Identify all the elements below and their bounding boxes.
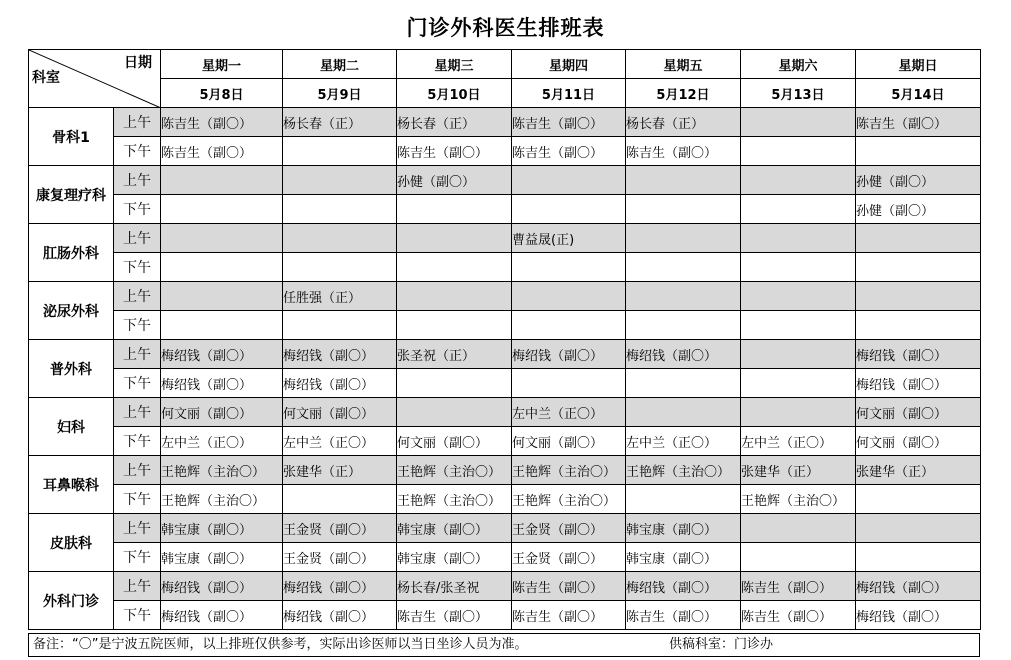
schedule-cell: 孙健（副〇） [856, 166, 981, 195]
schedule-row-pm [29, 485, 981, 514]
schedule-row-am [29, 224, 981, 253]
footer-source: 供稿科室：门诊办 [669, 637, 774, 652]
schedule-cell: 韩宝康（副〇） [626, 543, 741, 572]
schedule-cell: 王艳辉（主治〇） [161, 485, 283, 514]
schedule-cell [741, 340, 856, 369]
schedule-cell: 王金贤（副〇） [512, 514, 626, 543]
schedule-cell [512, 369, 626, 398]
schedule-row-pm [29, 253, 981, 282]
department-name: 康复理疗科 [29, 166, 114, 224]
schedule-cell: 陈吉生（副〇） [626, 601, 741, 630]
schedule-cell [512, 166, 626, 195]
date-header: 5月14日 [856, 79, 981, 108]
schedule-cell: 杨长春/张圣祝 [397, 572, 512, 601]
corner-date-label: 日期 [124, 55, 152, 71]
schedule-cell [283, 224, 397, 253]
schedule-cell: 梅绍钱（副〇） [856, 340, 981, 369]
schedule-cell [397, 398, 512, 427]
schedule-cell: 梅绍钱（副〇） [283, 601, 397, 630]
afternoon-label: 下午 [114, 601, 161, 630]
schedule-cell [397, 253, 512, 282]
schedule-row-am [29, 340, 981, 369]
afternoon-label: 下午 [114, 311, 161, 340]
department-name: 妇科 [29, 398, 114, 456]
schedule-cell: 梅绍钱（副〇） [283, 340, 397, 369]
schedule-cell: 孙健（副〇） [397, 166, 512, 195]
schedule-cell [741, 543, 856, 572]
schedule-cell [856, 137, 981, 166]
schedule-cell: 韩宝康（副〇） [161, 514, 283, 543]
schedule-cell: 陈吉生（副〇） [512, 137, 626, 166]
schedule-cell: 杨长春（正） [397, 108, 512, 137]
schedule-cell [626, 311, 741, 340]
schedule-cell: 杨长春（正） [283, 108, 397, 137]
schedule-row-am [29, 572, 981, 601]
schedule-cell: 梅绍钱（副〇） [512, 340, 626, 369]
schedule-cell [283, 137, 397, 166]
schedule-cell: 张建华（正） [856, 456, 981, 485]
schedule-row-am [29, 398, 981, 427]
afternoon-label: 下午 [114, 427, 161, 456]
day-header: 星期四 [512, 50, 626, 79]
schedule-cell [283, 195, 397, 224]
header-row-dates [29, 79, 981, 108]
morning-label: 上午 [114, 282, 161, 311]
schedule-cell: 王金贤（副〇） [283, 514, 397, 543]
department-name: 骨科1 [29, 108, 114, 166]
schedule-cell: 梅绍钱（副〇） [626, 340, 741, 369]
schedule-cell [741, 282, 856, 311]
schedule-cell [283, 166, 397, 195]
date-header: 5月10日 [397, 79, 512, 108]
schedule-cell [741, 195, 856, 224]
schedule-cell [161, 282, 283, 311]
schedule-cell [856, 543, 981, 572]
schedule-cell: 何文丽（副〇） [161, 398, 283, 427]
schedule-cell: 陈吉生（副〇） [512, 572, 626, 601]
schedule-cell: 曹益晟(正) [512, 224, 626, 253]
schedule-cell: 梅绍钱（副〇） [161, 572, 283, 601]
schedule-cell: 梅绍钱（副〇） [856, 601, 981, 630]
schedule-cell [397, 224, 512, 253]
schedule-cell [856, 253, 981, 282]
schedule-cell: 梅绍钱（副〇） [161, 369, 283, 398]
schedule-cell [161, 253, 283, 282]
schedule-cell: 王艳辉（主治〇） [512, 456, 626, 485]
schedule-cell: 陈吉生（副〇） [397, 137, 512, 166]
schedule-row-am [29, 108, 981, 137]
schedule-cell: 张建华（正） [283, 456, 397, 485]
schedule-cell [283, 253, 397, 282]
schedule-cell: 陈吉生（副〇） [856, 108, 981, 137]
afternoon-label: 下午 [114, 195, 161, 224]
schedule-cell: 陈吉生（副〇） [161, 137, 283, 166]
schedule-cell: 陈吉生（副〇） [161, 108, 283, 137]
schedule-cell [741, 369, 856, 398]
schedule-cell: 陈吉生（副〇） [512, 601, 626, 630]
schedule-cell: 王艳辉（主治〇） [512, 485, 626, 514]
schedule-cell [626, 398, 741, 427]
schedule-cell: 何文丽（副〇） [856, 427, 981, 456]
schedule-cell: 王艳辉（主治〇） [161, 456, 283, 485]
schedule-cell: 韩宝康（副〇） [397, 514, 512, 543]
schedule-cell: 何文丽（副〇） [283, 398, 397, 427]
afternoon-label: 下午 [114, 543, 161, 572]
schedule-cell [626, 195, 741, 224]
department-name: 外科门诊 [29, 572, 114, 630]
schedule-cell [283, 485, 397, 514]
schedule-cell [626, 224, 741, 253]
schedule-cell: 韩宝康（副〇） [626, 514, 741, 543]
schedule-cell: 陈吉生（副〇） [397, 601, 512, 630]
schedule-cell [512, 282, 626, 311]
morning-label: 上午 [114, 456, 161, 485]
schedule-row-pm [29, 137, 981, 166]
morning-label: 上午 [114, 166, 161, 195]
morning-label: 上午 [114, 340, 161, 369]
department-name: 泌尿外科 [29, 282, 114, 340]
schedule-row-am [29, 514, 981, 543]
schedule-row-pm [29, 311, 981, 340]
schedule-cell: 何文丽（副〇） [512, 427, 626, 456]
footer-note: 备注：“〇”是宁波五院医师，以上排班仅供参考，实际出诊医师以当日坐诊人员为准。 [33, 637, 528, 652]
morning-label: 上午 [114, 572, 161, 601]
date-header: 5月13日 [741, 79, 856, 108]
schedule-cell: 任胜强（正） [283, 282, 397, 311]
day-header: 星期三 [397, 50, 512, 79]
schedule-cell [626, 253, 741, 282]
corner-dept-label: 科室 [32, 70, 60, 86]
schedule-cell [397, 369, 512, 398]
schedule-cell: 韩宝康（副〇） [397, 543, 512, 572]
header-row-days [29, 50, 981, 79]
schedule-cell: 王艳辉（主治〇） [626, 456, 741, 485]
schedule-cell: 梅绍钱（副〇） [283, 572, 397, 601]
schedule-cell [626, 282, 741, 311]
day-header: 星期日 [856, 50, 981, 79]
schedule-cell [626, 369, 741, 398]
schedule-cell [283, 311, 397, 340]
schedule-cell: 梅绍钱（副〇） [161, 601, 283, 630]
schedule-row-pm [29, 543, 981, 572]
schedule-cell: 梅绍钱（副〇） [856, 572, 981, 601]
schedule-cell [741, 514, 856, 543]
schedule-row-pm [29, 427, 981, 456]
schedule-row-pm [29, 369, 981, 398]
schedule-cell [397, 282, 512, 311]
schedule-cell [856, 514, 981, 543]
schedule-cell [626, 485, 741, 514]
schedule-cell: 左中兰（正〇） [161, 427, 283, 456]
day-header: 星期六 [741, 50, 856, 79]
schedule-cell [397, 195, 512, 224]
schedule-cell: 左中兰（正〇） [283, 427, 397, 456]
schedule-cell: 梅绍钱（副〇） [626, 572, 741, 601]
schedule-cell: 韩宝康（副〇） [161, 543, 283, 572]
schedule-cell [741, 224, 856, 253]
schedule-cell: 孙健（副〇） [856, 195, 981, 224]
afternoon-label: 下午 [114, 485, 161, 514]
schedule-cell [161, 166, 283, 195]
schedule-cell [161, 195, 283, 224]
morning-label: 上午 [114, 398, 161, 427]
schedule-cell [856, 311, 981, 340]
schedule-cell: 何文丽（副〇） [397, 427, 512, 456]
schedule-cell: 梅绍钱（副〇） [856, 369, 981, 398]
date-header: 5月12日 [626, 79, 741, 108]
schedule-cell: 陈吉生（副〇） [741, 601, 856, 630]
morning-label: 上午 [114, 514, 161, 543]
department-name: 普外科 [29, 340, 114, 398]
afternoon-label: 下午 [114, 137, 161, 166]
schedule-cell [741, 137, 856, 166]
schedule-cell: 王艳辉（主治〇） [397, 456, 512, 485]
schedule-cell: 王金贤（副〇） [283, 543, 397, 572]
page-title: 门诊外科医生排班表 [406, 16, 605, 40]
schedule-cell [626, 166, 741, 195]
schedule-cell: 王金贤（副〇） [512, 543, 626, 572]
schedule-cell: 梅绍钱（副〇） [161, 340, 283, 369]
schedule-cell: 陈吉生（副〇） [741, 572, 856, 601]
schedule-cell [856, 282, 981, 311]
schedule-cell: 左中兰（正〇） [741, 427, 856, 456]
schedule-row-am [29, 166, 981, 195]
date-header: 5月9日 [283, 79, 397, 108]
schedule-row-pm [29, 195, 981, 224]
schedule-row-am [29, 456, 981, 485]
schedule-cell [856, 485, 981, 514]
schedule-cell: 王艳辉（主治〇） [741, 485, 856, 514]
day-header: 星期一 [161, 50, 283, 79]
schedule-row-pm [29, 601, 981, 630]
schedule-table [28, 49, 981, 630]
schedule-cell: 张建华（正） [741, 456, 856, 485]
schedule-row-am [29, 282, 981, 311]
schedule-cell: 张圣祝（正） [397, 340, 512, 369]
schedule-cell [856, 224, 981, 253]
department-name: 耳鼻喉科 [29, 456, 114, 514]
schedule-cell: 左中兰（正〇） [626, 427, 741, 456]
date-header: 5月8日 [161, 79, 283, 108]
schedule-cell: 何文丽（副〇） [856, 398, 981, 427]
day-header: 星期二 [283, 50, 397, 79]
schedule-cell [741, 398, 856, 427]
morning-label: 上午 [114, 224, 161, 253]
schedule-cell [397, 311, 512, 340]
footer-note-box [28, 633, 980, 657]
schedule-cell [741, 253, 856, 282]
schedule-cell [741, 311, 856, 340]
schedule-cell [512, 195, 626, 224]
morning-label: 上午 [114, 108, 161, 137]
schedule-cell [512, 253, 626, 282]
department-name: 皮肤科 [29, 514, 114, 572]
schedule-cell: 陈吉生（副〇） [512, 108, 626, 137]
schedule-cell [161, 311, 283, 340]
schedule-cell [741, 108, 856, 137]
schedule-cell [512, 311, 626, 340]
schedule-cell [741, 166, 856, 195]
corner-header [29, 50, 161, 108]
afternoon-label: 下午 [114, 369, 161, 398]
department-name: 肛肠外科 [29, 224, 114, 282]
afternoon-label: 下午 [114, 253, 161, 282]
date-header: 5月11日 [512, 79, 626, 108]
schedule-cell: 左中兰（正〇） [512, 398, 626, 427]
schedule-cell [161, 224, 283, 253]
schedule-cell: 梅绍钱（副〇） [283, 369, 397, 398]
schedule-cell: 王艳辉（主治〇） [397, 485, 512, 514]
day-header: 星期五 [626, 50, 741, 79]
schedule-cell: 陈吉生（副〇） [626, 137, 741, 166]
schedule-cell: 杨长春（正） [626, 108, 741, 137]
